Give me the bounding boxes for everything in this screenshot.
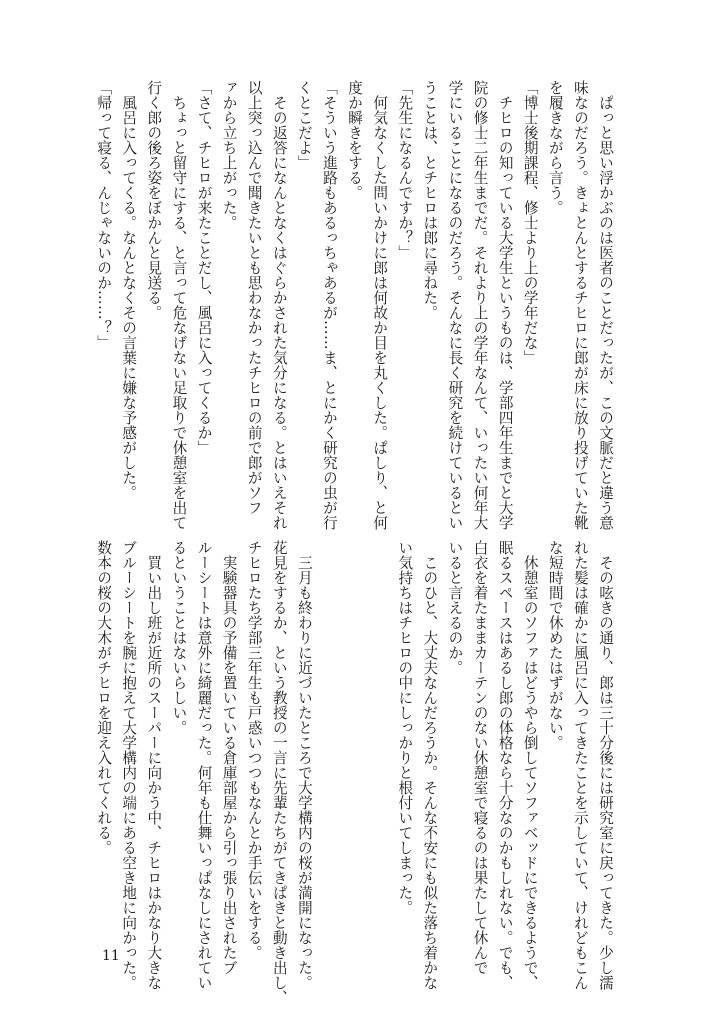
text-column: いると言えるのか。: [446, 540, 464, 675]
text-column: れた髪は確かに風呂に入ってきたことを示していて、けれどもこん: [571, 540, 589, 990]
text-column: 味なのだろう。きょとんとするチヒロに郎が床に放り投げていた靴: [571, 80, 589, 530]
text-column: ブルーシートを腕に抱えて大学構内の端にある空き地に向かった。: [120, 540, 138, 990]
text-column: るということはないらしい。: [170, 540, 188, 735]
text-column: 休憩室のソファはどうやら倒してソファベッドにできるようで、: [521, 540, 539, 990]
blank-column: [317, 540, 342, 940]
text-column: 以上突っ込んで聞きたいとも思わなかったチヒロの前で郎がソフ: [245, 80, 263, 515]
text-column: 院の修士二年生までだ。それより上の学年なんて、いったい何年大: [471, 80, 489, 530]
blank-column: [342, 540, 367, 940]
text-column: その返答になんとなくはぐらかされた気分になる。とはいえそれ: [270, 80, 288, 530]
text-column: 花見をするか、という教授の一言に先輩たちがてきぱきと動き出し、: [270, 540, 288, 1005]
text-column: 白衣を着たままカーテンのない休憩室で寝るのは果たして休んで: [471, 540, 489, 975]
text-column: 「博士後期課程、修士より上の学年だな」: [521, 80, 539, 365]
text-column: ぱっと思い浮かぶのは医者のことだったが、この文脈だと違う意: [597, 80, 614, 530]
text-column: 数本の桜の大木がチヒロを迎え入れてくれる。: [95, 540, 113, 855]
text-column: その呟きの通り、郎は三十分後には研究室に戻ってきた。少し濡: [597, 540, 614, 990]
upper-text-block: [91, 80, 618, 530]
text-column: 買い出し班が近所のスーパーに向かう中、チヒロはかなり大きな: [145, 540, 163, 990]
text-column: このひと、大丈夫なんだろうか。そんな不安にも似た落ち着かな: [421, 540, 439, 990]
text-column: ァから立ち上がった。: [220, 80, 238, 230]
text-column: 風呂に入ってくる。なんとなくその言葉に嫌な予感がした。: [120, 80, 138, 500]
text-column: 度か瞬きをする。: [346, 80, 364, 200]
text-column: ルーシートは意外に綺麗だった。何年も仕舞いっぱなしにされてい: [195, 540, 213, 990]
text-column: を履きながら言う。: [546, 80, 564, 215]
text-column: 「帰って寝る、んじゃないのか……？」: [95, 80, 113, 350]
blank-column: [367, 540, 392, 940]
text-column: うことは、とチヒロは郎に尋ねた。: [421, 80, 439, 320]
text-column: 「そういう進路もあるっちゃあるが……ま、とにかく研究の虫が行: [320, 80, 338, 530]
text-column: くとこだよ」: [295, 80, 313, 170]
text-column: 「先生になるんですか？」: [396, 80, 414, 260]
page-number: 11: [102, 948, 120, 964]
text-column: な短時間で休めたはずがない。: [546, 540, 564, 750]
text-column: チヒロたち学部三年生も戸惑いつつもなんとか手伝いをする。: [245, 540, 263, 960]
text-column: 実験器具の予備を置いている倉庫部屋から引っ張り出されたブ: [220, 540, 238, 975]
text-column: 何気なくした問いかけに郎は何故か目を丸くした。ぱしり、と何: [371, 80, 389, 530]
text-column: 学にいることになるのだろう。そんなに長く研究を続けているとい: [446, 80, 464, 530]
text-column: 三月も終わりに近づいたところで大学構内の桜が満開になった。: [295, 540, 313, 990]
text-column: ちょっと留守にする、と言って危なげない足取りで休憩室を出て: [170, 80, 188, 530]
text-column: 行く郎の後ろ姿をぼかんと見送る。: [145, 80, 163, 320]
text-column: 「さて、チヒロが来たことだし、風呂に入ってくるか」: [195, 80, 213, 455]
text-column: チヒロの知っている大学生というものは、学部四年生までと大学: [496, 80, 514, 530]
text-column: 眠るスペースはあるし郎の体格なら十分なのかもしれない。でも、: [496, 540, 514, 990]
text-column: い気持ちはチヒロの中にしっかりと根付いてしまった。: [396, 540, 414, 915]
